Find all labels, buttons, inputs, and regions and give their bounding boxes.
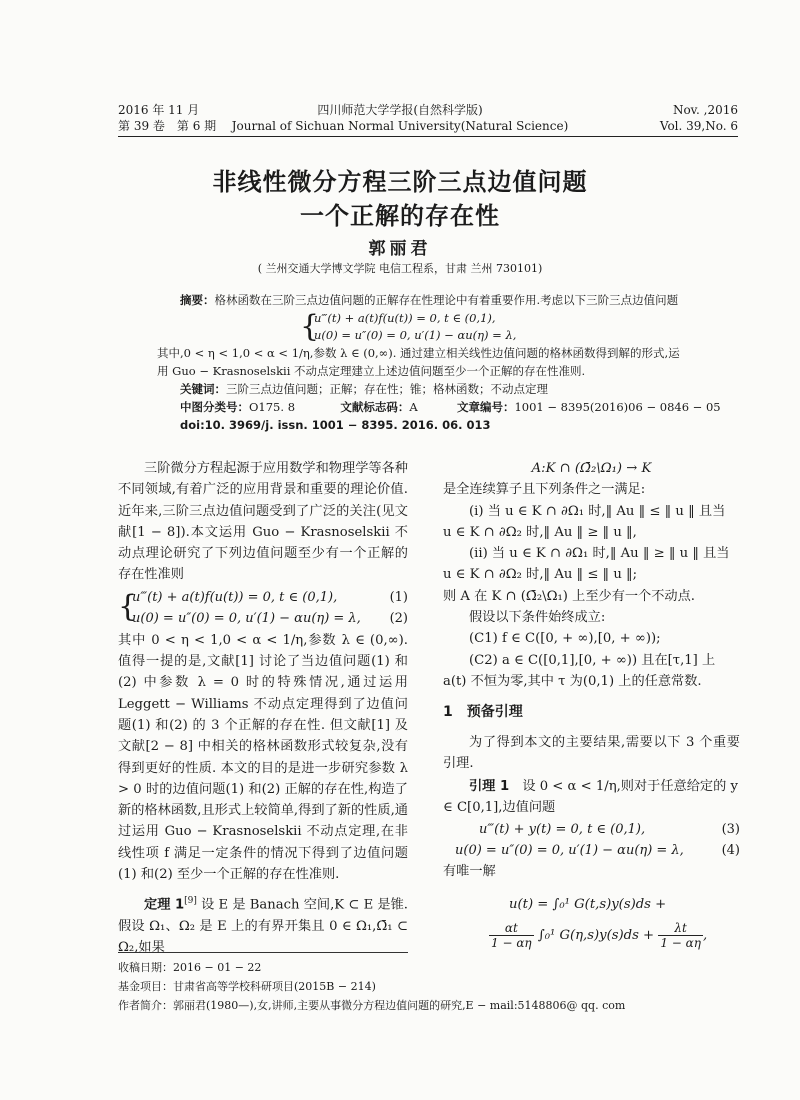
theorem-1-text: 设 E 是 Banach 空间,K ⊂ E 是锥.假设 Ω₁、Ω₂ 是 E 上的有界开集且 0 ∈ Ω₁,Ω̄₁ ⊂ Ω₂,如果	[118, 897, 408, 956]
artno: 1001 − 8395(2016)06 − 0846 − 05	[514, 400, 721, 414]
keywords: 三阶三点边值问题；正解；存在性；锥；格林函数；不动点定理	[226, 382, 548, 396]
condition-ii-a: (ii) 当 u ∈ K ∩ ∂Ω₁ 时,‖ Au ‖ ≥ ‖ u ‖ 且当	[469, 546, 730, 562]
abstract-text-2: 其中,0 < η < 1,0 < α < 1/η,参数 λ ∈ (0,∞). 通过建立相关线性边值问题的格林函数得到解的形式,运	[157, 346, 680, 360]
doccode: A	[409, 400, 418, 414]
lemma-1	[443, 776, 740, 797]
author: 郭丽君	[368, 239, 432, 259]
lemma-eq-3: u‴(t) + y(t) = 0, t ∈ (0,1),	[479, 821, 646, 837]
lemma-equations	[443, 819, 740, 861]
lemma-1-label: 引理 1	[469, 779, 510, 795]
theorem-1-label: 定理 1	[144, 897, 185, 913]
main-eq-1: u‴(t) + a(t)f(u(t)) = 0, t ∈ (0,1),	[132, 589, 338, 605]
solution-line-1: u(t) = ∫₀¹ G(t,s)y(s)ds +	[509, 897, 667, 913]
clc-label: 中图分类号：	[180, 400, 249, 414]
main-brace: {	[118, 588, 138, 624]
assumption-c2-a: (C2) a ∈ C([0,1],[0, + ∞)) 且在[τ,1] 上	[469, 652, 716, 668]
abstract-text-3: 用 Guo − Krasnoselskii 不动点定理建立上述边值问题至少一个正解的存在性准则.	[157, 364, 586, 378]
abstract-eq-1: u‴(t) + a(t)f(u(t)) = 0, t ∈ (0,1),	[314, 311, 496, 325]
header-rule	[118, 136, 738, 137]
lemma-eq-3-number: (3)	[721, 821, 740, 837]
keywords-line	[180, 381, 740, 398]
fraction-b-denominator: 1 − αη	[660, 936, 701, 951]
left-column	[118, 458, 408, 959]
condition-i-a: (i) 当 u ∈ K ∩ ∂Ω₁ 时,‖ Au ‖ ≤ ‖ u ‖ 且当	[469, 503, 726, 519]
operator-condition-intro: 是全连续算子且下列条件之一满足:	[443, 482, 646, 498]
footnote-received: 收稿日期：2016 − 01 − 22	[118, 961, 262, 974]
abstract-text-1: 格林函数在三阶三点边值问题的正解存在性理论中有着重要作用.考虑以下三阶三点边值问题	[214, 293, 679, 307]
lemma-eq-4-number: (4)	[721, 842, 740, 858]
abstract-eq-2: u(0) = u″(0) = 0, u′(1) − αu(η) = λ,	[314, 328, 517, 342]
clc: O175. 8	[249, 400, 296, 414]
header-date-cn: 2016 年 11 月	[118, 103, 200, 117]
doi: doi:10. 3969/j. issn. 1001 − 8395. 2016. 06. 013	[180, 418, 491, 432]
intro-paragraph: 三阶微分方程起源于应用数学和物理学等各种不同领域,有着广泛的应用背景和重要的理论价值.近年来,三阶三点边值问题受到了广泛的关注(见文献[1 − 8]).本文运用 Guo − Krasnoselskii 不动点理论研究了下列边值问题至少有一个正解的存在性准则	[118, 461, 408, 583]
main-equation-system	[118, 586, 408, 630]
condition-i-b: u ∈ K ∩ ∂Ω₂ 时,‖ Au ‖ ≥ ‖ u ‖,	[443, 524, 637, 540]
theorem-1-ref: [9]	[184, 896, 197, 907]
solution-line-2: $\frac{\alpha t}{1 - \alpha\eta}$ ∫₀¹ G(η,s)y(s)ds + $\frac{\lambda t}{1 - \alpha\eta}$ ,	[491, 921, 708, 951]
main-eq-2: u(0) = u″(0) = 0, u′(1) − αu(η) = λ,	[132, 610, 361, 626]
footnote-bio: 作者简介：郭丽君(1980—),女,讲师,主要从事微分方程边值问题的研究,E − mail:5148806@ qq. com	[118, 999, 626, 1012]
classification-line	[180, 399, 721, 416]
fraction-b-numerator: λt	[658, 921, 703, 936]
right-column	[443, 458, 740, 950]
header-volume-en: Vol. 39,No. 6	[659, 119, 738, 133]
main-eq-1-number: (1)	[389, 589, 408, 605]
section-1-heading: 1 预备引理	[443, 704, 523, 721]
solution-integral-2: ∫₀¹ G(η,s)y(s)ds +	[537, 928, 655, 944]
lemma-1-text-2: ∈ C[0,1],边值问题	[443, 800, 556, 816]
operator-map: A:K ∩ (Ω̄₂\Ω₁) → K	[531, 461, 652, 476]
fraction-a-numerator: αt	[489, 921, 534, 936]
solution-fraction-a	[489, 921, 534, 950]
assumption-c1: (C1) f ∈ C([0, + ∞),[0, + ∞));	[469, 631, 661, 647]
assumption-c2-b: a(t) 不恒为零,其中 τ 为(0,1) 上的任意常数.	[443, 673, 702, 689]
artno-label: 文章编号：	[456, 400, 515, 414]
header-date-en: Nov. ,2016	[672, 103, 738, 117]
lemma-1-text-1: 设 0 < α < 1/η,则对于任意给定的 y	[522, 779, 738, 795]
abstract-brace: {	[300, 309, 320, 344]
header-journal-en: Journal of Sichuan Normal University(Natural Science)	[231, 119, 569, 133]
motivation-paragraph: 其中 0 < η < 1,0 < α < 1/η,参数 λ ∈ (0,∞). 值得一提的是,文献[1] 讨论了当边值问题(1) 和(2) 中参数 λ = 0 时的特殊情况,通过运用 Leggett − Williams 不动点定理得到了边值问题(1) 和(2) 的 3 个正解的存在性. 但文献[1] 及文献[2 − 8] 中相关的格林函数形式较复杂,没有得到更好的性质. 本文的目的是进一步研究参数 λ > 0 时的边值问题(1) 和(2) 正解的存在性,构造了新的格林函数,且形式上较简单,得到了新的性质,通过运用 Guo − Krasnoselskii 不动点定理,在非线性项 f 满足一定条件的情况下得到了边值问题(1) 和(2) 至少一个正解的存在性准则.	[118, 632, 408, 883]
solution-fraction-b	[658, 921, 703, 950]
abstract-label: 摘要：	[180, 293, 215, 307]
abstract-line-1	[180, 292, 740, 309]
theorem-1	[118, 891, 408, 958]
footnote-rule	[118, 952, 408, 953]
header-volume-cn: 第 39 卷 第 6 期	[118, 119, 217, 133]
section-1-intro: 为了得到本文的主要结果,需要以下 3 个重要引理.	[443, 734, 740, 771]
fraction-a-denominator: 1 − αη	[491, 936, 532, 951]
lemma-eq-4: u(0) = u″(0) = 0, u′(1) − αu(η) = λ,	[455, 842, 684, 858]
condition-ii-b: u ∈ K ∩ ∂Ω₂ 时,‖ Au ‖ ≤ ‖ u ‖;	[443, 567, 638, 583]
title-line-2: 一个正解的存在性	[300, 202, 500, 230]
doccode-label: 文献标志码：	[340, 400, 410, 414]
affiliation: ( 兰州交通大学博文学院 电信工程系，甘肃 兰州 730101)	[257, 262, 543, 275]
main-eq-2-number: (2)	[389, 610, 408, 626]
title-line-1: 非线性微分方程三阶三点边值问题	[212, 168, 588, 196]
header-journal-cn: 四川师范大学学报(自然科学版)	[317, 103, 483, 117]
assumption-intro: 假设以下条件始终成立:	[469, 610, 606, 626]
keywords-label: 关键词：	[180, 382, 226, 396]
theorem-conclusion: 则 A 在 K ∩ (Ω̄₂\Ω₁) 上至少有一个不动点.	[443, 588, 696, 604]
footnote-fund: 基金项目：甘肃省高等学校科研项目(2015B − 214)	[118, 980, 376, 993]
unique-solution-text: 有唯一解	[443, 863, 496, 879]
